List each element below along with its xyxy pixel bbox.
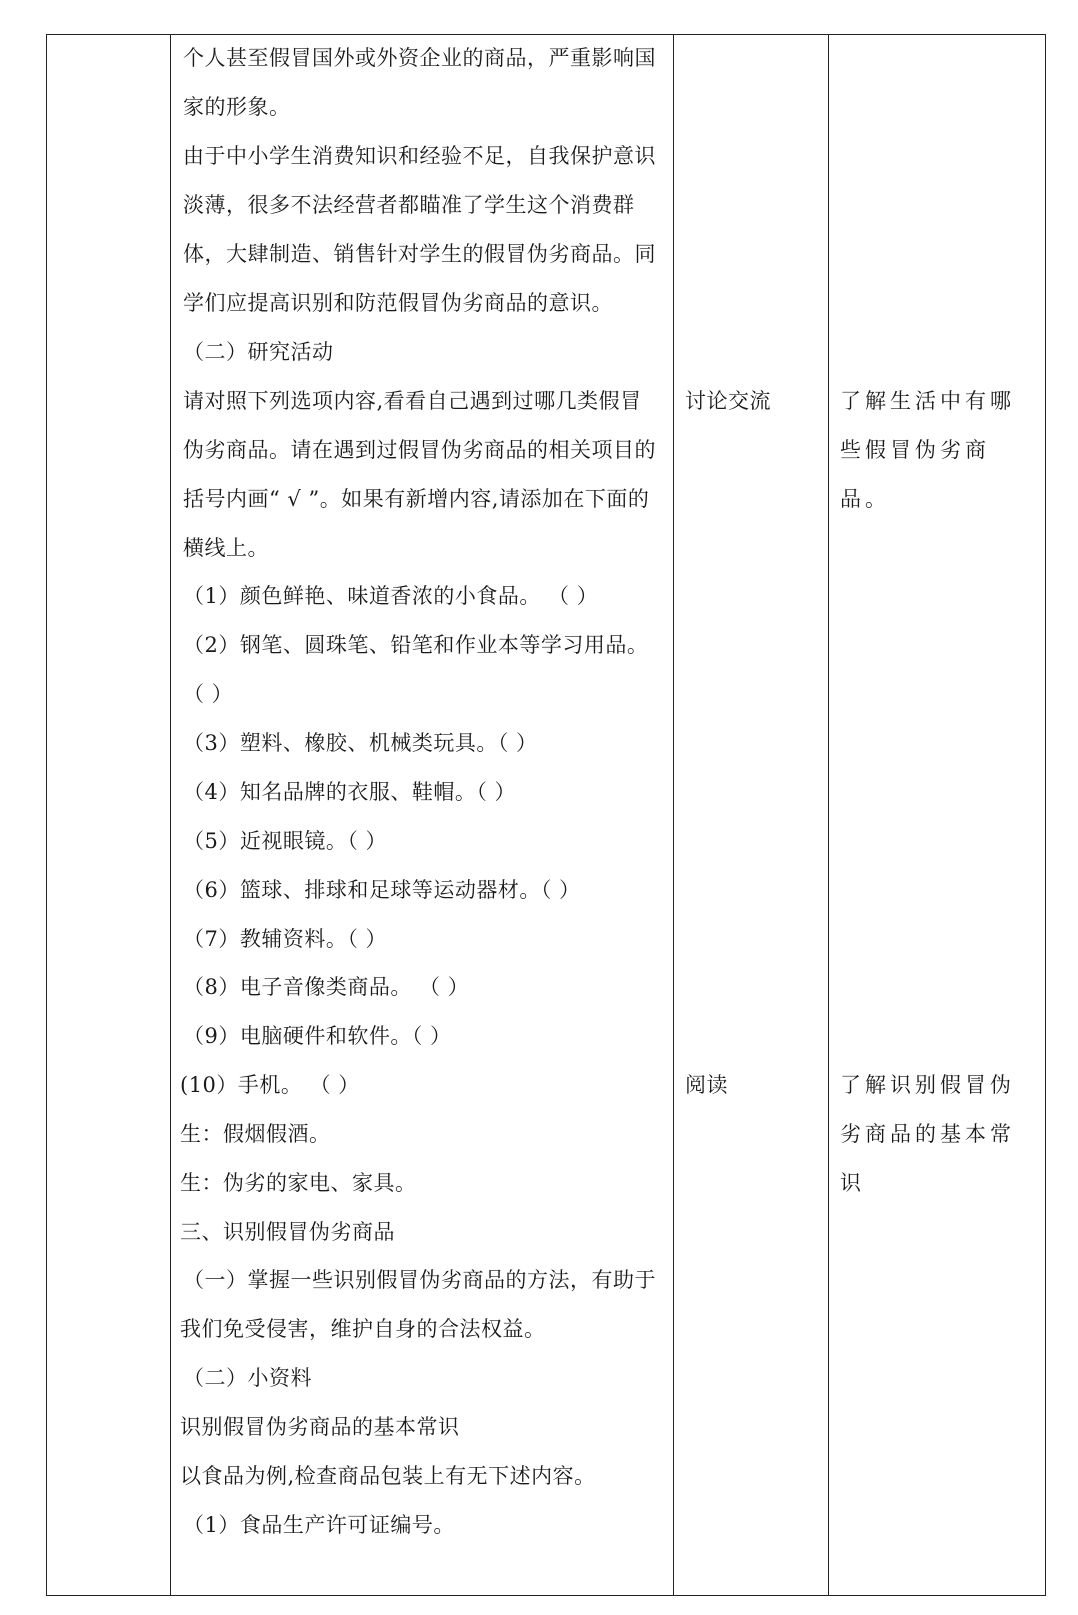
intent-line: 劣商品的基本常 — [840, 1122, 1015, 1146]
content-line: 请对照下列选项内容,看看自己遇到过哪几类假冒 — [183, 389, 642, 413]
activity-reading: 阅读 — [685, 1073, 728, 1097]
content-line: 个人甚至假冒国外或外资企业的商品，严重影响国 — [183, 46, 656, 70]
checklist-item: （5）近视眼镜。（ ） — [183, 829, 388, 853]
section-heading: 三、识别假冒伪劣商品 — [180, 1220, 395, 1244]
teaching-content-cell — [170, 35, 673, 1595]
intent-line: 了解生活中有哪 — [840, 389, 1015, 413]
checklist-item: （9）电脑硬件和软件。（ ） — [183, 1024, 452, 1048]
intent-line: 了解识别假冒伪 — [840, 1073, 1015, 1097]
content-line: 横线上。 — [183, 536, 269, 560]
content-line: 识别假冒伪劣商品的基本常识 — [180, 1415, 460, 1439]
checklist-item: (10）手机。 （ ） — [180, 1073, 360, 1097]
content-line: 淡薄，很多不法经营者都瞄准了学生这个消费群 — [183, 193, 635, 217]
intent-line: 品。 — [840, 487, 890, 511]
checklist-item: （1）颜色鲜艳、味道香浓的小食品。 （ ） — [183, 584, 599, 608]
checklist-item: （8）电子音像类商品。 （ ） — [183, 975, 470, 999]
content-line: 学们应提高识别和防范假冒伪劣商品的意识。 — [183, 291, 613, 315]
stage-cell — [47, 35, 170, 1595]
design-intent-cell — [828, 35, 1047, 1595]
content-line: （一）掌握一些识别假冒伪劣商品的方法，有助于 — [183, 1268, 656, 1292]
checklist-item: （6）篮球、排球和足球等运动器材。（ ） — [183, 878, 581, 902]
content-line: 括号内画“ √ ”。如果有新增内容,请添加在下面的 — [183, 487, 650, 511]
lesson-plan-table — [46, 34, 1046, 1596]
checklist-item: （3）塑料、橡胶、机械类玩具。（ ） — [183, 731, 538, 755]
checklist-item: （2）钢笔、圆珠笔、铅笔和作业本等学习用品。 — [183, 633, 649, 657]
student-answer: 生：假烟假酒。 — [180, 1122, 331, 1146]
content-line: 体，大肆制造、销售针对学生的假冒伪劣商品。同 — [183, 242, 656, 266]
intent-line: 些假冒伪劣商 — [840, 438, 990, 462]
content-line: 家的形象。 — [183, 95, 291, 119]
section-subheading: （二）小资料 — [183, 1366, 312, 1390]
content-line: （1）食品生产许可证编号。 — [183, 1513, 455, 1537]
checklist-item: （4）知名品牌的衣服、鞋帽。（ ） — [183, 780, 517, 804]
intent-line: 识 — [840, 1171, 865, 1195]
content-line: 由于中小学生消费知识和经验不足，自我保护意识 — [183, 144, 656, 168]
section-subheading: （二）研究活动 — [183, 340, 334, 364]
checklist-item: （7）教辅资料。（ ） — [183, 927, 388, 951]
student-answer: 生：伪劣的家电、家具。 — [180, 1171, 417, 1195]
activity-discussion: 讨论交流 — [685, 389, 771, 413]
content-line: 以食品为例,检查商品包装上有无下述内容。 — [180, 1464, 596, 1488]
content-line: 我们免受侵害，维护自身的合法权益。 — [180, 1317, 546, 1341]
student-activity-cell — [673, 35, 828, 1595]
checklist-item: （ ） — [183, 682, 234, 706]
content-line: 伪劣商品。请在遇到过假冒伪劣商品的相关项目的 — [183, 438, 656, 462]
